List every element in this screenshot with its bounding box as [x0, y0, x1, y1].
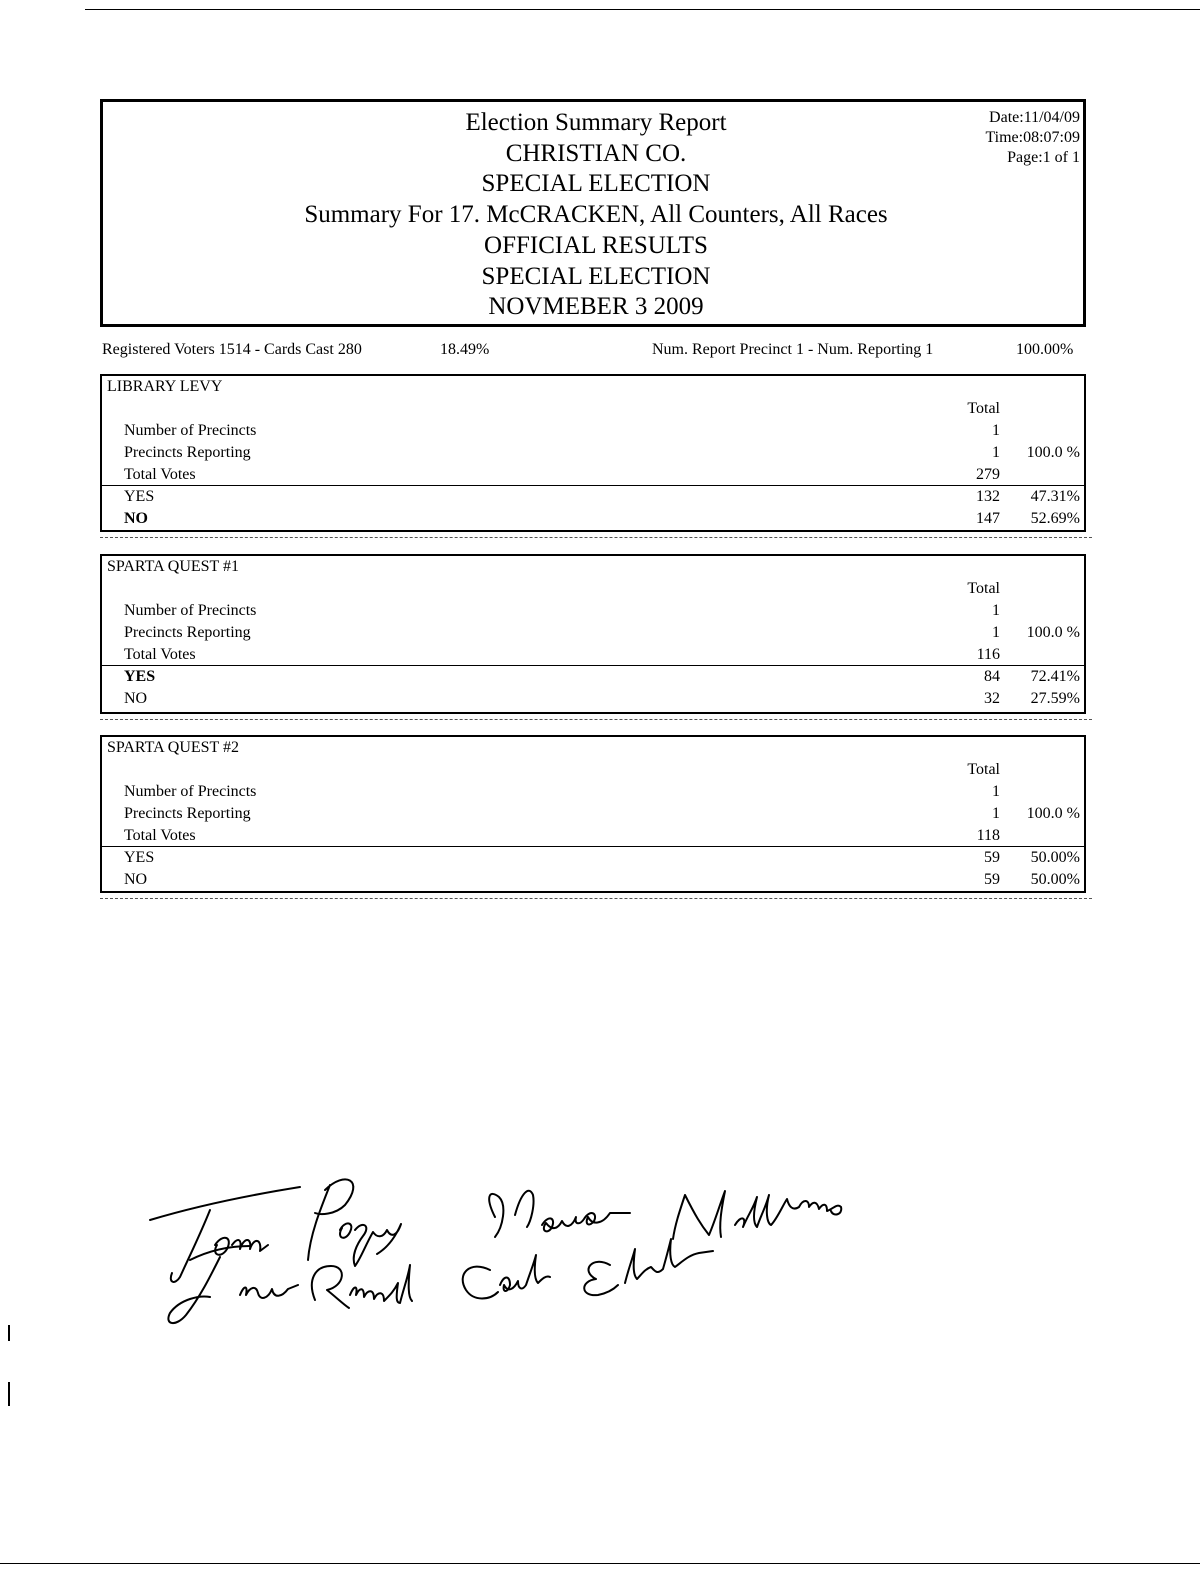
- choice-row: [102, 847, 1084, 869]
- stat-row: [102, 442, 1084, 464]
- choice-votes: 59: [984, 849, 1000, 866]
- stat-row: [102, 464, 1084, 486]
- report-date: Date:11/04/09: [989, 109, 1080, 126]
- stat-label: Number of Precincts: [124, 602, 257, 619]
- stat-label: Number of Precincts: [124, 422, 257, 439]
- total-header-row: [102, 759, 1084, 781]
- total-column-header: Total: [967, 761, 1000, 778]
- choice-row: [102, 688, 1084, 710]
- race-library-levy: [100, 374, 1086, 532]
- choice-votes: 84: [984, 668, 1000, 685]
- race-sparta-quest-2: [100, 735, 1086, 893]
- stat-value: 118: [976, 827, 1000, 844]
- stat-label: Precincts Reporting: [124, 805, 251, 822]
- choice-label: YES: [124, 488, 155, 505]
- choice-label: YES: [124, 849, 155, 866]
- choice-percent: 50.00%: [1030, 849, 1080, 866]
- stat-row: [102, 803, 1084, 825]
- stat-row: [102, 600, 1084, 622]
- choice-percent: 27.59%: [1030, 690, 1080, 707]
- scan-artifact-line: [100, 537, 1092, 538]
- stat-value: 116: [976, 646, 1000, 663]
- total-header-row: [102, 578, 1084, 600]
- choice-label: YES: [124, 668, 156, 685]
- choice-label: NO: [124, 690, 148, 707]
- choice-votes: 132: [976, 488, 1000, 505]
- stat-percent: 100.0 %: [1026, 444, 1080, 461]
- precinct-reporting: Num. Report Precinct 1 - Num. Reporting 1: [652, 341, 934, 358]
- results-status: OFFICIAL RESULTS: [484, 231, 708, 259]
- precinct-reporting-percent: 100.00%: [1016, 341, 1074, 358]
- stat-label: Number of Precincts: [124, 783, 257, 800]
- scan-margin-mark: [8, 1382, 10, 1406]
- choice-percent: 50.00%: [1030, 871, 1080, 888]
- stat-row: [102, 644, 1084, 666]
- stat-label: Total Votes: [124, 466, 196, 483]
- choice-row: [102, 486, 1084, 508]
- race-sparta-quest-1: [100, 554, 1086, 714]
- race-title: SPARTA QUEST #2: [107, 739, 240, 756]
- handwritten-signatures: [140, 1165, 900, 1355]
- report-page: Page:1 of 1: [1007, 149, 1080, 166]
- stat-percent: 100.0 %: [1026, 624, 1080, 641]
- stat-label: Total Votes: [124, 827, 196, 844]
- header-title-block: [103, 108, 1089, 323]
- stat-row: [102, 825, 1084, 847]
- turnout-percent: 18.49%: [440, 341, 490, 358]
- choice-percent: 72.41%: [1030, 668, 1080, 685]
- choice-percent: 47.31%: [1030, 488, 1080, 505]
- stat-row: [102, 781, 1084, 803]
- choice-percent: 52.69%: [1030, 510, 1080, 527]
- choice-row: [102, 666, 1084, 688]
- race-title: SPARTA QUEST #1: [107, 558, 240, 575]
- stat-value: 1: [992, 422, 1000, 439]
- total-column-header: Total: [967, 400, 1000, 417]
- scan-margin-mark: [8, 1325, 10, 1341]
- report-title: Election Summary Report: [465, 109, 727, 136]
- choice-votes: 59: [984, 871, 1000, 888]
- choice-row: [102, 508, 1084, 530]
- stat-value: 1: [992, 602, 1000, 619]
- scan-bottom-edge: [0, 1563, 1200, 1564]
- stat-label: Precincts Reporting: [124, 624, 251, 641]
- election-date: NOVMEBER 3 2009: [488, 293, 704, 321]
- scan-top-edge: [85, 9, 1200, 10]
- stat-value: 279: [976, 466, 1000, 483]
- stat-label: Precincts Reporting: [124, 444, 251, 461]
- stat-row: [102, 420, 1084, 442]
- county-name: CHRISTIAN CO.: [505, 139, 687, 167]
- report-meta: [985, 108, 1080, 168]
- scan-artifact-line: [100, 719, 1092, 720]
- report-header: [100, 99, 1086, 327]
- choice-row: [102, 869, 1084, 891]
- scan-artifact-line: [100, 898, 1092, 899]
- choice-label: NO: [124, 510, 148, 527]
- choice-votes: 147: [976, 510, 1000, 527]
- stat-value: 1: [992, 805, 1000, 822]
- stat-value: 1: [992, 444, 1000, 461]
- total-column-header: Total: [967, 580, 1000, 597]
- race-title: LIBRARY LEVY: [107, 378, 223, 395]
- stat-value: 1: [992, 624, 1000, 641]
- choice-votes: 32: [984, 690, 1000, 707]
- summary-scope: Summary For 17. McCRACKEN, All Counters, All Races: [304, 201, 888, 229]
- election-type: SPECIAL ELECTION: [481, 170, 711, 198]
- total-header-row: [102, 398, 1084, 420]
- stat-label: Total Votes: [124, 646, 196, 663]
- stat-row: [102, 622, 1084, 644]
- choice-label: NO: [124, 871, 148, 888]
- stat-percent: 100.0 %: [1026, 805, 1080, 822]
- election-type-repeat: SPECIAL ELECTION: [481, 262, 711, 290]
- registered-voters: Registered Voters 1514 - Cards Cast 280: [102, 341, 362, 358]
- report-time: Time:08:07:09: [985, 129, 1080, 146]
- stat-value: 1: [992, 783, 1000, 800]
